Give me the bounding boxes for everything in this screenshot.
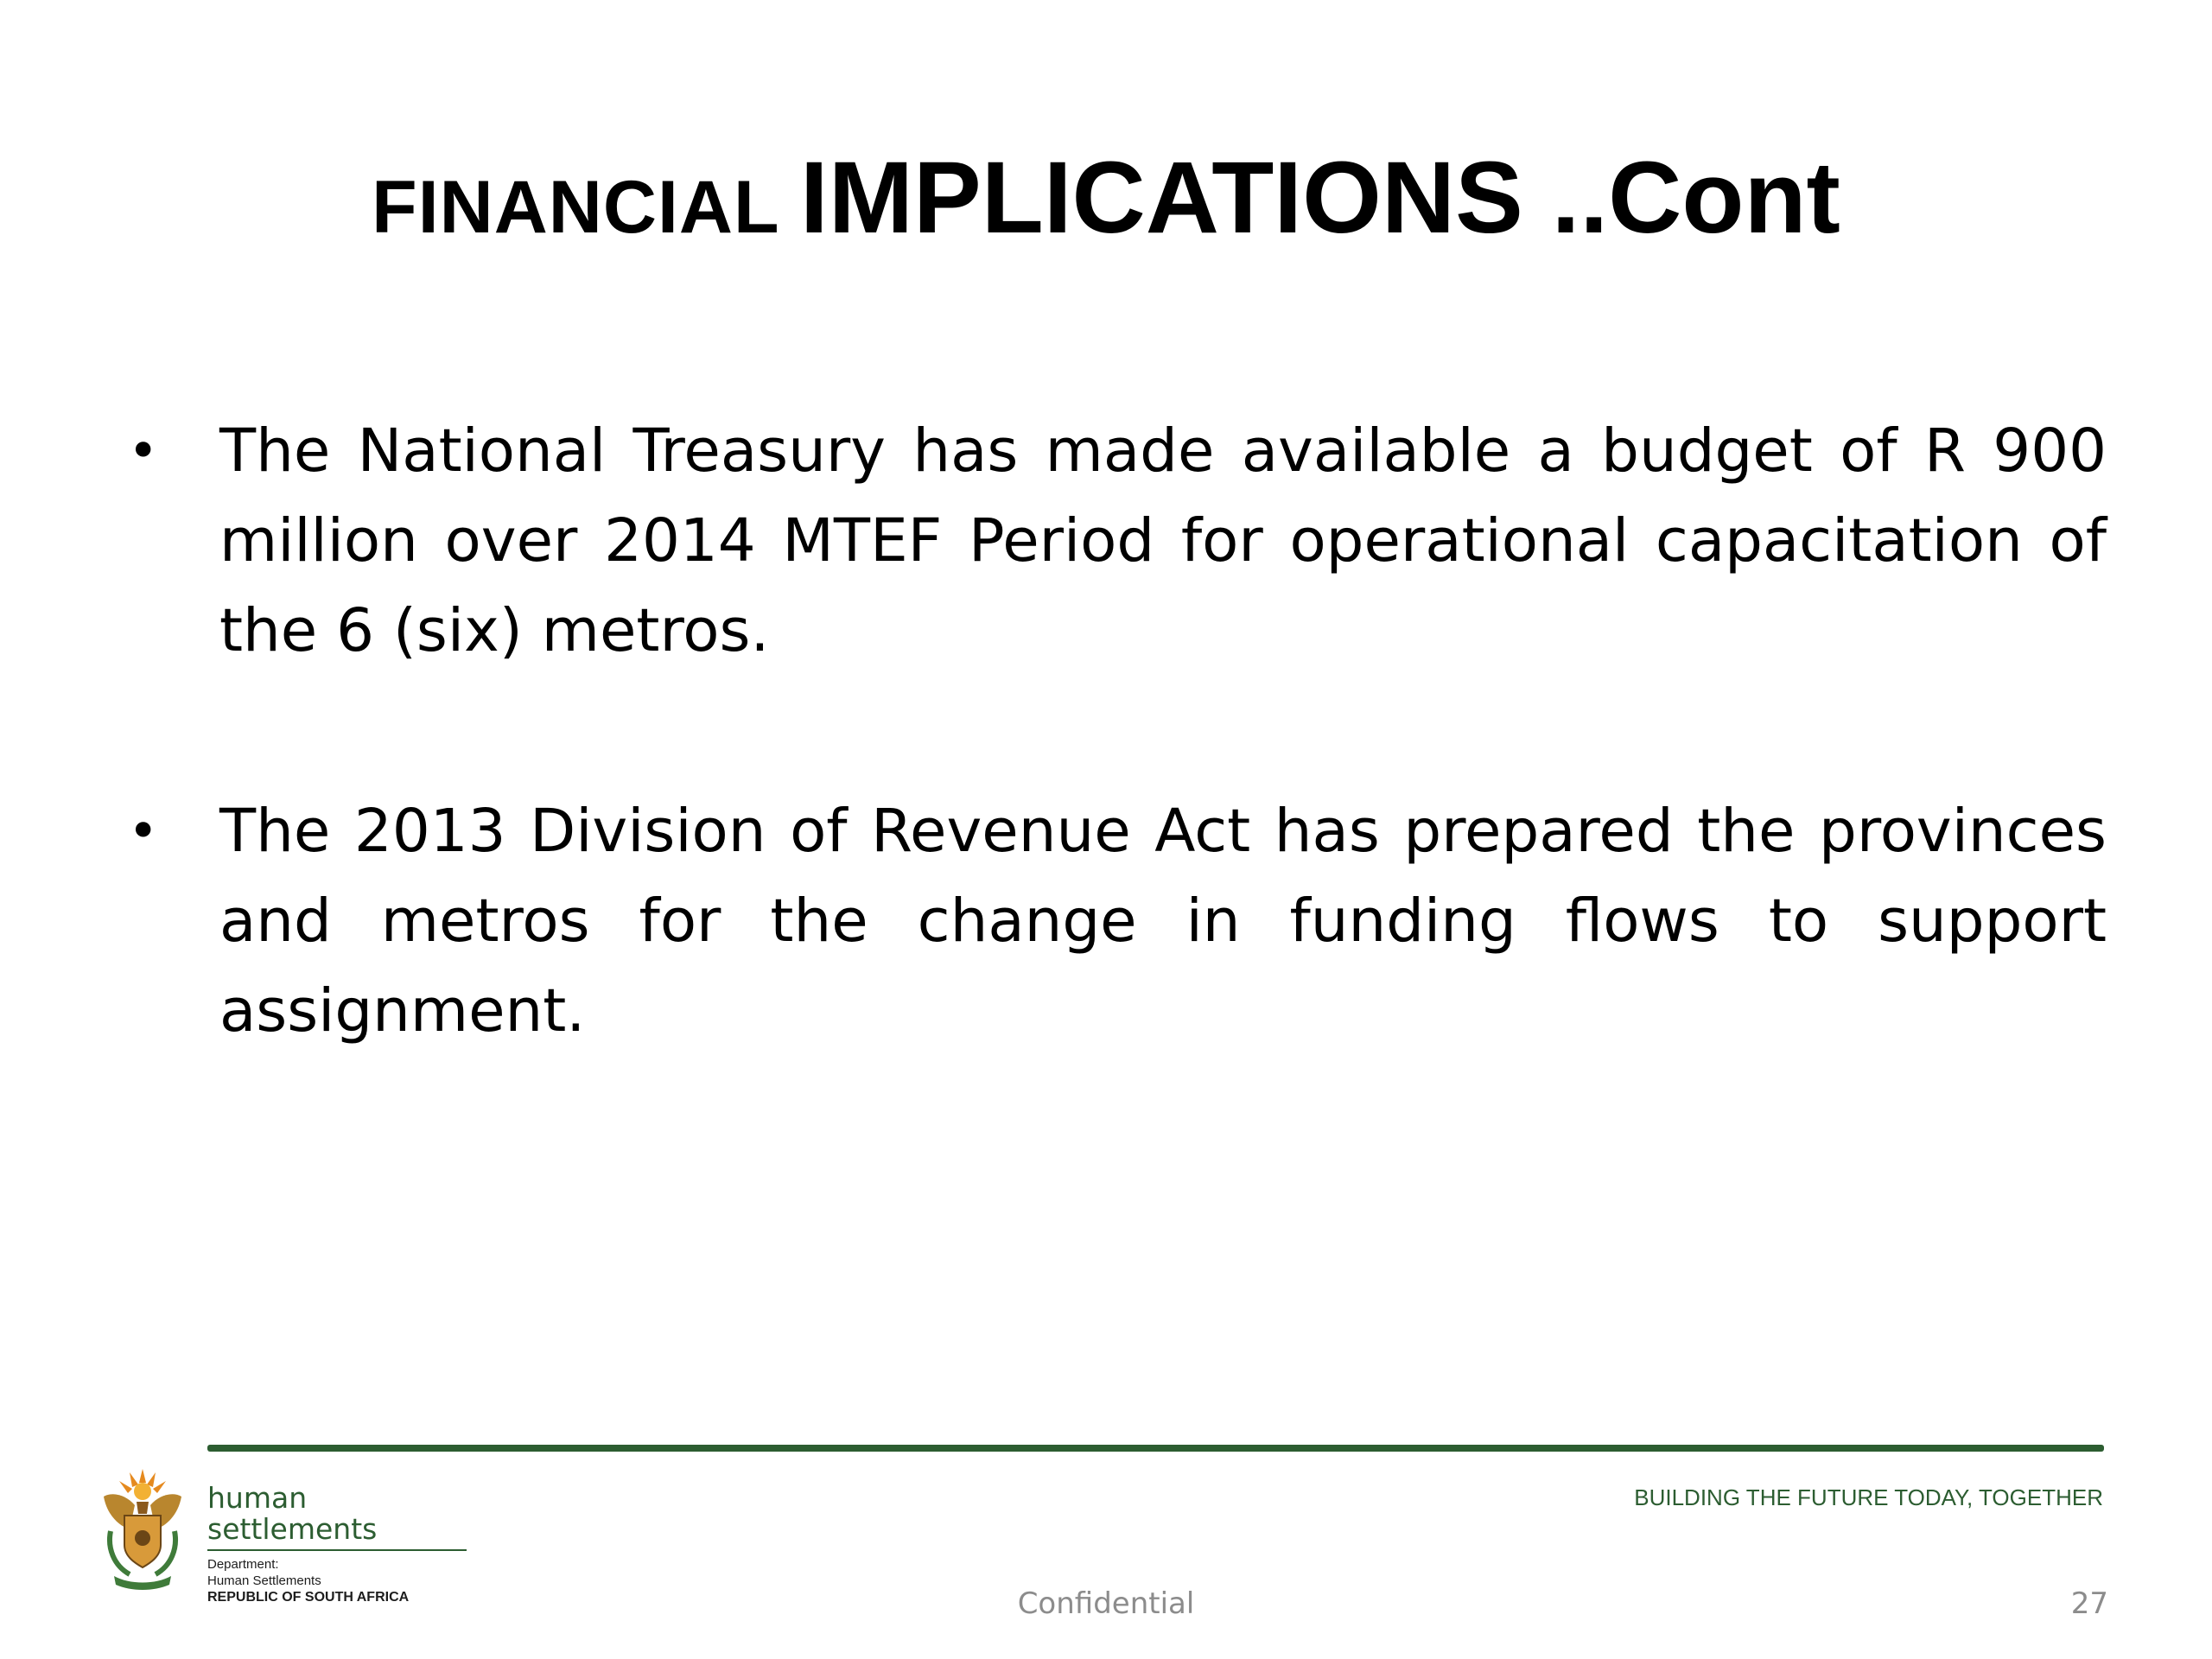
bullet-list — [128, 406, 2107, 1056]
bullet-marker: • — [128, 801, 159, 861]
bullet-text: The 2013 Division of Revenue Act has prepared the provinces and metros for the change in funding flows to support assignment. — [219, 797, 2107, 1046]
department-line: Human Settlements — [207, 1573, 321, 1588]
page-number: 27 — [2070, 1586, 2108, 1621]
slide-title-part-2: IMPLICATIONS ..Cont — [799, 141, 1840, 255]
bullet-item — [128, 786, 2107, 1056]
slide-title-part-1: FINANCIAL — [372, 166, 800, 249]
bullet-text: The National Treasury has made available a budget of R 900 million over 2014 MTEF Period for operational capacitation of the 6 (six) metros. — [219, 416, 2107, 665]
department-country: REPUBLIC OF SOUTH AFRICA — [207, 1589, 410, 1605]
department-line: Department: — [207, 1556, 279, 1572]
footer-divider — [207, 1445, 2104, 1452]
sun-rays — [119, 1469, 166, 1500]
department-name: human settlements — [207, 1483, 467, 1551]
confidential-label: Confidential — [1017, 1586, 1195, 1621]
footer-slogan: BUILDING THE FUTURE TODAY, TOGETHER — [1634, 1484, 2103, 1510]
bullet-marker: • — [128, 421, 159, 481]
coat-of-arms-icon — [95, 1462, 190, 1592]
bullet-item — [128, 406, 2107, 676]
slide-title — [0, 141, 2212, 255]
